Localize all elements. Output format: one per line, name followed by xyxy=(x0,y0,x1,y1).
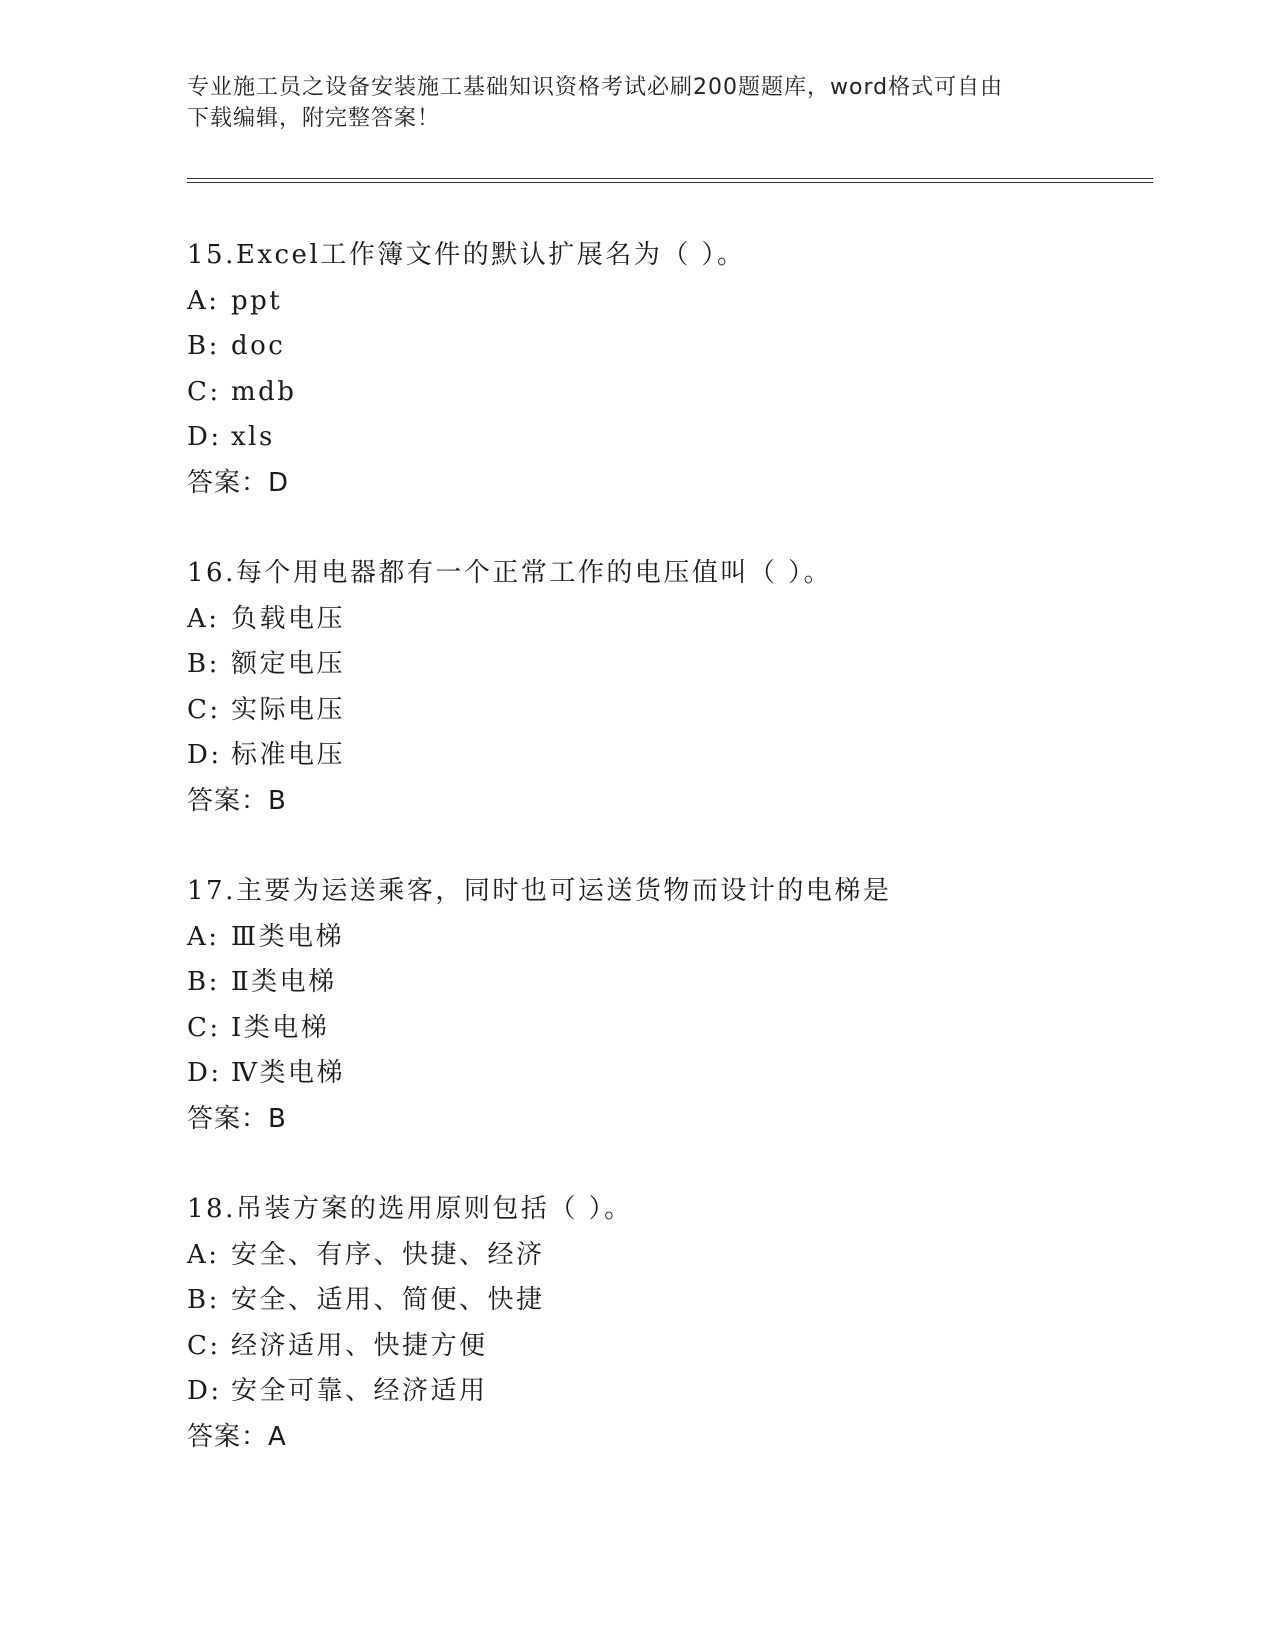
option-text: 标准电压 xyxy=(231,740,346,770)
option-text: 安全、有序、快捷、经济 xyxy=(231,1239,545,1270)
option-text: 安全可靠、经济适用 xyxy=(231,1376,488,1406)
option-label: D: xyxy=(187,422,222,452)
option-text: 经济适用、快捷方便 xyxy=(231,1330,488,1361)
option-a xyxy=(187,279,1147,325)
option-label: B: xyxy=(187,331,220,361)
answer-line: 答案：B xyxy=(187,785,287,816)
option-text: 安全、适用、简便、快捷 xyxy=(231,1285,545,1315)
option-text: mdb xyxy=(231,376,297,407)
option-label: B: xyxy=(187,967,220,997)
option-text: doc xyxy=(231,331,286,361)
option-text: xls xyxy=(231,422,275,452)
option-text: Ⅳ类电梯 xyxy=(231,1058,345,1088)
option-c xyxy=(187,1006,1147,1052)
option-label: C: xyxy=(187,1012,221,1043)
option-text: Ⅲ类电梯 xyxy=(231,921,345,952)
option-a xyxy=(187,915,1147,961)
question-block xyxy=(187,869,1147,1142)
option-text: 负载电压 xyxy=(231,603,346,634)
option-b xyxy=(187,1278,1147,1324)
option-d xyxy=(187,1369,1147,1415)
question-stem: 18.吊装方案的选用原则包括（ ）。 xyxy=(187,1194,633,1224)
option-label: B: xyxy=(187,649,220,679)
option-text: 额定电压 xyxy=(231,649,346,679)
question-stem: 16.每个用电器都有一个正常工作的电压值叫（ ）。 xyxy=(187,558,833,588)
option-a xyxy=(187,1233,1147,1279)
option-text: Ⅰ类电梯 xyxy=(231,1012,330,1043)
option-label: B: xyxy=(187,1285,220,1315)
option-d xyxy=(187,733,1147,779)
question-block xyxy=(187,233,1147,506)
answer-line: 答案：D xyxy=(187,467,290,498)
option-text: 实际电压 xyxy=(231,694,346,725)
option-b xyxy=(187,642,1147,688)
option-c xyxy=(187,1324,1147,1370)
option-d xyxy=(187,1051,1147,1097)
option-label: D: xyxy=(187,1376,222,1406)
header-line-1: 专业施工员之设备安装施工基础知识资格考试必刷200题题库，word格式可自由 xyxy=(187,75,1004,100)
option-label: D: xyxy=(187,740,222,770)
answer-line: 答案：B xyxy=(187,1103,287,1134)
header-divider-top xyxy=(187,178,1153,179)
question-block xyxy=(187,551,1147,824)
option-label: A: xyxy=(187,921,220,952)
option-text: Ⅱ类电梯 xyxy=(231,967,337,997)
option-c xyxy=(187,688,1147,734)
question-stem: 17.主要为运送乘客，同时也可运送货物而设计的电梯是 xyxy=(187,876,892,906)
header-divider-bottom xyxy=(187,182,1153,183)
question-stem: 15.Excel工作簿文件的默认扩展名为（ ）。 xyxy=(187,240,746,270)
question-block xyxy=(187,1187,1147,1460)
option-label: A: xyxy=(187,285,220,316)
option-text: ppt xyxy=(231,285,283,316)
option-label: C: xyxy=(187,376,221,407)
option-label: D: xyxy=(187,1058,222,1088)
option-label: C: xyxy=(187,1330,221,1361)
answer-line: 答案：A xyxy=(187,1421,287,1452)
option-a xyxy=(187,597,1147,643)
option-label: A: xyxy=(187,1239,220,1270)
header-line-2: 下载编辑，附完整答案！ xyxy=(187,106,441,131)
option-d xyxy=(187,415,1147,461)
option-b xyxy=(187,960,1147,1006)
option-b xyxy=(187,324,1147,370)
document-header xyxy=(187,72,1067,134)
option-label: C: xyxy=(187,694,221,725)
option-label: A: xyxy=(187,603,220,634)
option-c xyxy=(187,370,1147,416)
